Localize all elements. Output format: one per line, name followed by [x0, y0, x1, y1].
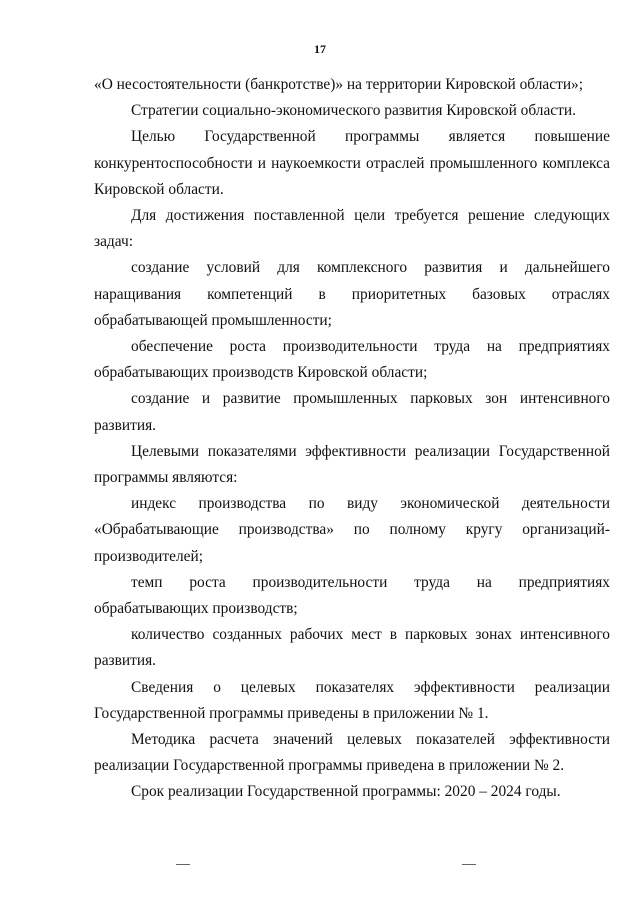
paragraph: количество созданных рабочих мест в парковых зонах интенсивного развития. — [94, 626, 610, 670]
paragraph: создание и развитие промышленных парковых зон интенсивного развития. — [94, 390, 610, 434]
paragraph: «О несостоятельности (банкротстве)» на территории Кировской области»; — [94, 76, 584, 93]
footer-mark — [176, 864, 190, 865]
paragraph: темп роста производительности труда на предприятиях обрабатывающих производств; — [94, 573, 610, 618]
page-number: 17 — [314, 42, 326, 56]
paragraph: Для достижения поставленной цели требуется решение следующих задач: — [94, 207, 610, 251]
paragraph: Целевыми показателями эффективности реализации Государственной программы являются: — [94, 442, 610, 487]
paragraph: Методика расчета значений целевых показателей эффективности реализации Государственной программы приведена в приложении № 2. — [94, 731, 610, 775]
paragraph: создание условий для комплексного развития и дальнейшего наращивания компетенций в приоритетных базовых отраслях обрабатывающей промышленности; — [94, 259, 610, 329]
paragraph: Целью Государственной программы является повышение конкурентоспособности и наукоемкости отраслей промышленного комплекса Кировской области. — [94, 128, 610, 198]
paragraph: Сведения о целевых показателях эффективности реализации Государственной программы приведены в приложении № 1. — [94, 678, 610, 722]
paragraph: индекс производства по виду экономической деятельности «Обрабатывающие производства» по полному кругу организаций-производителей; — [94, 495, 610, 565]
paragraph: Срок реализации Государственной программы: 2020 – 2024 годы. — [131, 783, 561, 801]
footer-mark — [462, 864, 476, 865]
document-body — [94, 72, 610, 806]
paragraph: Стратегии социально-экономического развития Кировской области. — [131, 102, 576, 120]
paragraph: обеспечение роста производительности труда на предприятиях обрабатывающих производств Кировской области; — [94, 338, 610, 382]
